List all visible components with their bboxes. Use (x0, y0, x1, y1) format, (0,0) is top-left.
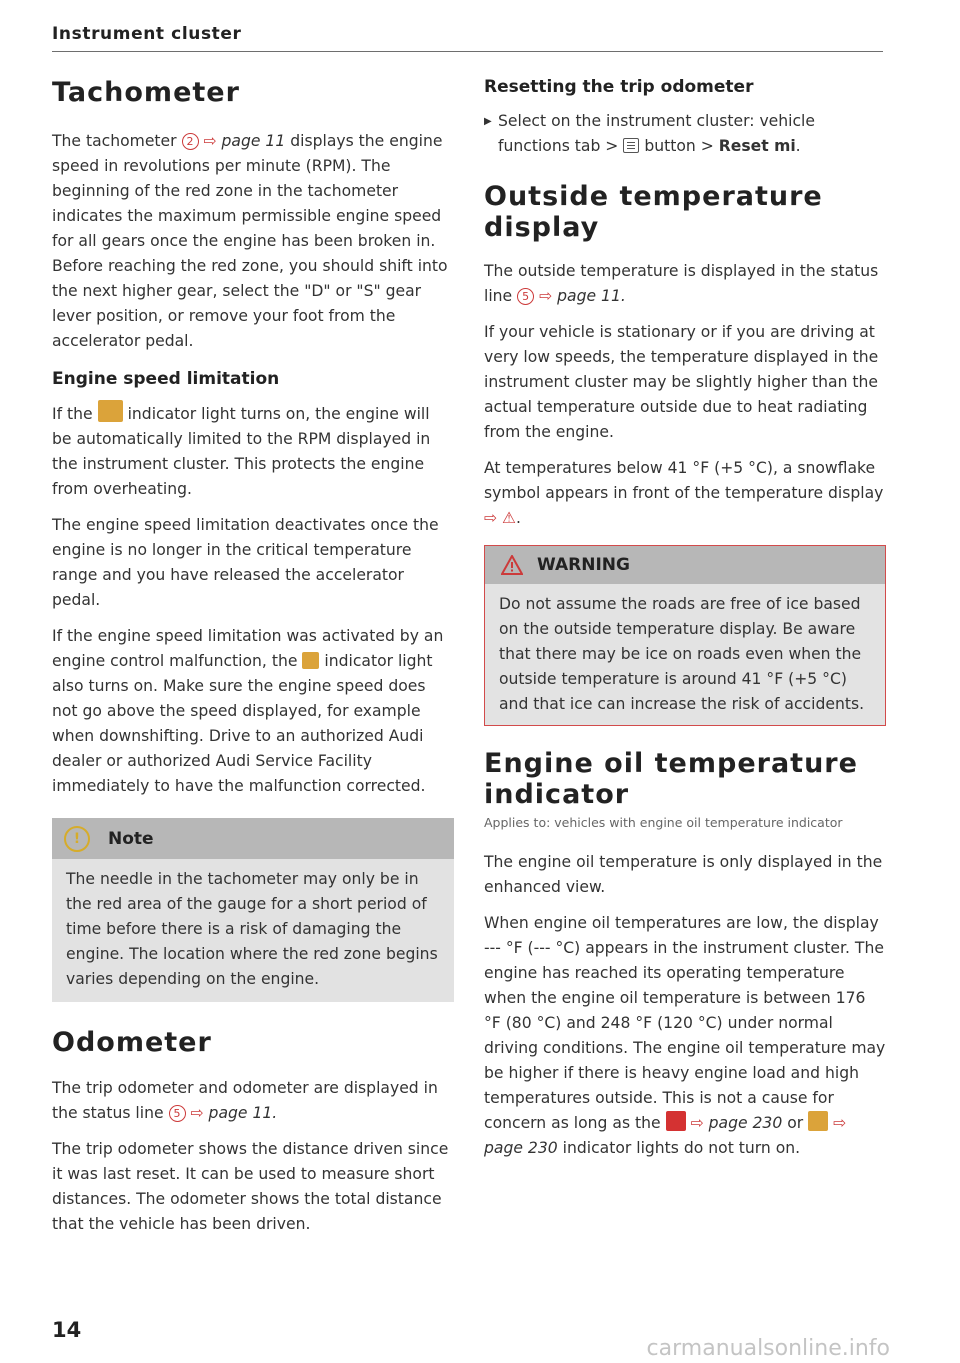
left-column (52, 70, 454, 1237)
note-body (52, 859, 454, 1002)
applies-to-note: Applies to: vehicles with engine oil temperature indicator (484, 815, 843, 830)
page-ref-link[interactable]: page 11. (208, 1104, 278, 1122)
note-title: Note (108, 828, 154, 849)
engine-speed-limitation-heading: Engine speed limitation (52, 369, 280, 389)
text-span: At temperatures below 41 °F (+5 °C), a snowflake symbol appears in front of the temperature display (484, 459, 884, 502)
tachometer-heading: Tachometer (52, 77, 240, 108)
oil-paragraph-1: The engine oil temperature is only displayed in the enhanced view. (484, 853, 883, 896)
instruction-text (498, 109, 886, 159)
text-span: If the engine speed limitation was activated by an engine control malfunction, the (52, 627, 444, 670)
bullet-triangle-icon: ▶ (484, 116, 492, 127)
right-column (484, 70, 886, 1161)
watermark: carmanualsonline.info (646, 1336, 890, 1361)
text-span: indicator lights do not turn on. (562, 1139, 801, 1157)
note-header (52, 818, 454, 859)
tachometer-paragraph (52, 129, 454, 354)
warning-triangle-icon (501, 555, 523, 575)
text-span: When engine oil temperatures are low, the display --- °F (--- °C) appears in the instrument cluster. The engine has reached its operating temperature when the engine oil temperature is between 176 °F (80 °C) and 248 °F (120 °C) under normal driving conditions. The engine oil temperature may be higher if there is heavy engine load and high temperatures outside. This is not a cause for concern as long as the (484, 914, 886, 1132)
text-span: . (795, 137, 801, 155)
text-span: Select on the instrument cluster: vehicle functions tab > (498, 112, 815, 155)
arrow-ref-icon: ⇨ (539, 287, 553, 305)
page-number: 14 (52, 1318, 82, 1342)
ot-paragraph-3: At temperatures below 41 °F (+5 °C), a snowflake symbol appears in front of the temperature display ⇨ ⚠. (484, 459, 884, 527)
header-rule (52, 51, 883, 52)
warning-box (484, 545, 886, 726)
esl-paragraph-2: The engine speed limitation deactivates once the engine is no longer in the critical temperature range and you have released the accelerator pedal. (52, 516, 439, 609)
ot-paragraph-1 (484, 259, 886, 309)
text-span: If the (52, 405, 93, 423)
text-span: displays the engine speed in revolutions per minute (RPM). The beginning of the red zone in the tachometer indicates the maximum permissible engine speed for all gears once the engine has been broken in. Before reaching the red zone, you should shift into the next higher gear, select the "D" or "S" gear lever position, or remove your foot from the accelerator pedal. (52, 132, 448, 350)
note-icon: ! (64, 826, 90, 852)
text-span: indicator light turns on, the engine will be automatically limited to the RPM displayed in the instrument cluster. This protects the engine from overheating. (52, 405, 431, 498)
esl-paragraph-3 (52, 624, 454, 799)
text-span: indicator light also turns on. Make sure the engine speed does not go above the speed displayed, for example when downshifting. Drive to an authorized Audi dealer or authorized Audi Service Facility immediately to have the malfunction corrected. (52, 652, 433, 795)
text-span: The trip odometer and odometer are displayed in the status line (52, 1079, 438, 1122)
resetting-trip-odometer-heading: Resetting the trip odometer (484, 77, 754, 97)
warning-text: Do not assume the roads are free of ice based on the outside temperature display. Be aware that there may be ice on roads even when the outside temperature is around 41 °F (+5 °C) and that ice can increase the risk of accidents. (499, 595, 865, 713)
text-span: or (787, 1114, 804, 1132)
page-ref-link[interactable]: page 230 (708, 1114, 783, 1132)
callout-number: 5 (169, 1105, 186, 1122)
engine-oil-temperature-heading: Engine oil temperature indicator (484, 748, 858, 810)
oil-temp-warning-indicator-icon (666, 1111, 686, 1131)
engine-control-indicator-icon (302, 652, 319, 669)
page-ref-link[interactable]: page 11. (557, 287, 626, 305)
arrow-ref-icon: ⇨ (833, 1114, 847, 1132)
text-span: The tachometer (52, 132, 177, 150)
list-menu-icon (623, 138, 639, 153)
note-box (52, 818, 454, 1002)
oil-temp-indicator-icon (808, 1111, 828, 1131)
engine-speed-limit-indicator-icon (98, 400, 123, 422)
reset-mi-label: Reset mi (718, 137, 796, 155)
text-span: button > (644, 137, 714, 155)
text-span: The outside temperature is displayed in the status line (484, 262, 879, 305)
callout-number: 2 (182, 133, 199, 150)
odometer-heading: Odometer (52, 1027, 212, 1058)
callout-number: 5 (517, 288, 534, 305)
arrow-ref-icon: ⇨ (203, 132, 217, 150)
ot-paragraph-2: If your vehicle is stationary or if you are driving at very low speeds, the temperature displayed in the instrument cluster may be slightly higher than the actual temperature outside due to heat radiating from the engine. (484, 323, 879, 441)
page-ref-link[interactable]: page 230 (484, 1139, 558, 1157)
arrow-ref-icon: ⇨ (190, 1104, 204, 1122)
oil-paragraph-2 (484, 911, 886, 1161)
section-header: Instrument cluster (52, 24, 242, 44)
page-ref-link[interactable]: page 11 (221, 132, 286, 150)
warning-title: WARNING (537, 555, 630, 575)
esl-paragraph-1 (52, 400, 454, 502)
arrow-ref-icon: ⇨ (484, 509, 498, 527)
outside-temperature-heading: Outside temperature display (484, 181, 823, 243)
arrow-ref-icon: ⇨ (690, 1114, 704, 1132)
odometer-paragraph-1 (52, 1076, 454, 1126)
warning-triangle-icon: ⚠ (502, 509, 517, 527)
note-text: The needle in the tachometer may only be in the red area of the gauge for a short period of time before there is a risk of damaging the engine. The location where the red zone begins varies depending on the engine. (66, 870, 438, 988)
instruction-step (484, 109, 886, 159)
warning-header (485, 546, 885, 584)
warning-body (485, 584, 885, 725)
odometer-paragraph-2: The trip odometer shows the distance driven since it was last reset. It can be used to measure short distances. The odometer shows the total distance that the vehicle has been driven. (52, 1140, 449, 1233)
